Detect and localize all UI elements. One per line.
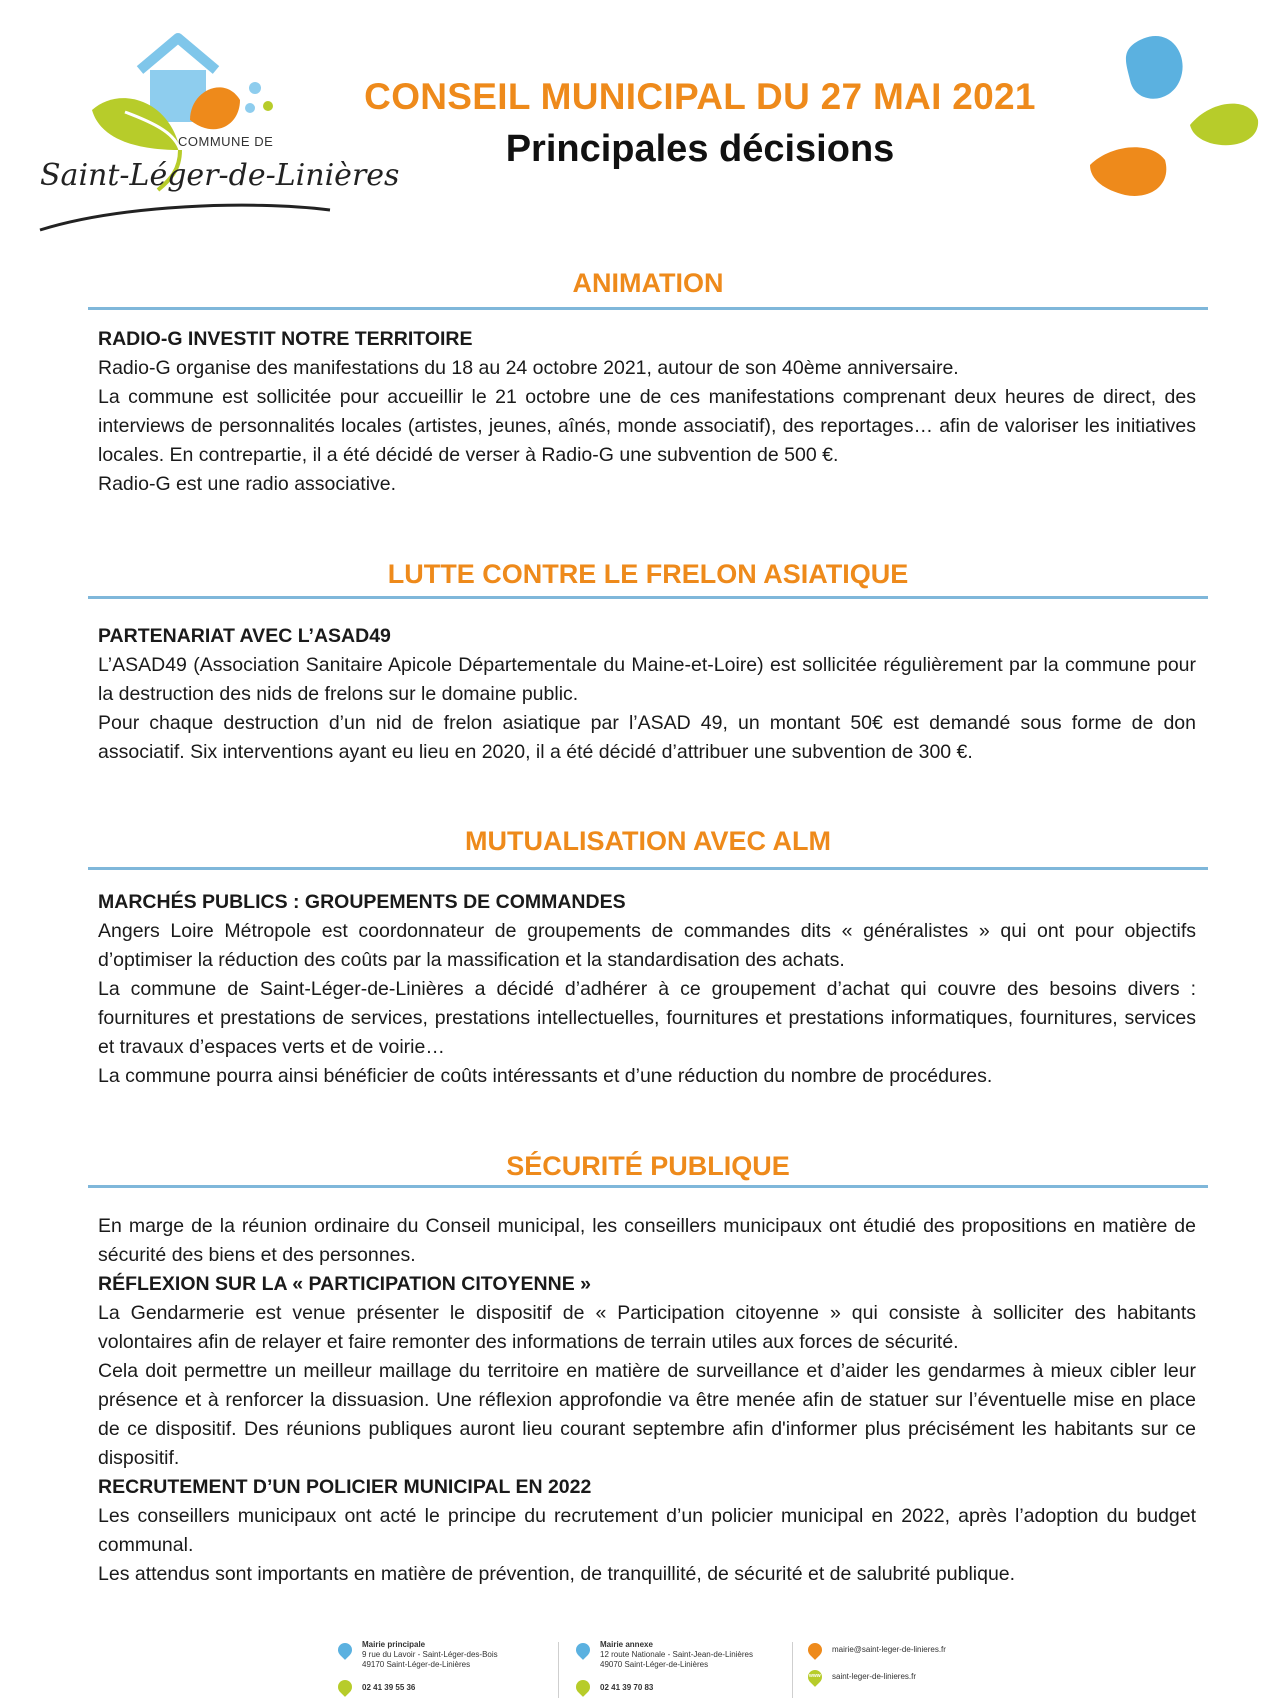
footer bbox=[330, 1640, 970, 1700]
paragraph: Les conseillers municipaux ont acté le principe du recrutement d’un policier municipal en 2022, après l’adoption du budget communal. bbox=[98, 1505, 1196, 1556]
section-title-frelon: LUTTE CONTRE LE FRELON ASIATIQUE bbox=[387, 559, 909, 589]
section-divider bbox=[88, 1185, 1208, 1188]
location-pin-icon bbox=[335, 1640, 355, 1660]
paragraph: La Gendarmerie est venue présenter le dispositif de « Participation citoyenne » qui consiste à solliciter des habitants volontaires afin de relayer et faire remonter des informations de terrain utiles aux forces de sécurité. bbox=[98, 1302, 1196, 1353]
page-title: CONSEIL MUNICIPAL DU 27 MAI 2021 bbox=[364, 76, 1036, 117]
footer-phone[interactable]: 02 41 39 70 83 bbox=[600, 1683, 654, 1692]
decorative-drops bbox=[1080, 25, 1260, 205]
paragraph: La commune pourra ainsi bénéficier de coûts intéressants et d’une réduction du nombre de procédures. bbox=[98, 1065, 993, 1087]
logo-name: Saint-Léger-de-Linières bbox=[40, 158, 400, 193]
paragraph: L’ASAD49 (Association Sanitaire Apicole Départementale du Maine-et-Loire) est sollicitée régulièrement par la commune pour la destruction des nids de frelons sur le domaine public. bbox=[98, 654, 1196, 705]
section-body-animation bbox=[98, 325, 1196, 499]
subheading: PARTENARIAT AVEC L’ASAD49 bbox=[98, 625, 391, 647]
section-body-alm bbox=[98, 888, 1196, 1091]
section-body-frelon bbox=[98, 622, 1196, 767]
paragraph: Angers Loire Métropole est coordonnateur de groupements de commandes dits « généralistes » qui ont pour objectifs d’optimiser la réduction des coûts par la massification et la standardisation des achats. bbox=[98, 920, 1196, 971]
phone-icon bbox=[573, 1677, 593, 1697]
footer-address: 12 route Nationale - Saint-Jean-de-Linières bbox=[600, 1650, 753, 1659]
footer-label: Mairie annexe bbox=[600, 1640, 653, 1649]
footer-phone[interactable]: 02 41 39 55 36 bbox=[362, 1683, 416, 1692]
paragraph: La commune est sollicitée pour accueillir le 21 octobre une de ces manifestations comprenant deux heures de direct, des interviews de personnalités locales (artistes, jeunes, aînés, monde associatif), des reportages… afin de valoriser les initiatives locales. En contrepartie, il a été décidé de verser à Radio-G une subvention de 500 €. bbox=[98, 386, 1196, 466]
paragraph: Cela doit permettre un meilleur maillage du territoire en matière de surveillance et d’aider les gendarmes à mieux cibler leur présence et à renforcer la dissuasion. Une réflexion approfondie va être menée afin de statuer sur l’éventuelle mise en place de ce dispositif. Des réunions publiques auront lieu courant septembre afin d'informer plus précisément les habitants sur ce dispositif. bbox=[98, 1360, 1196, 1469]
footer-separator bbox=[558, 1642, 559, 1698]
subheading: RADIO-G INVESTIT NOTRE TERRITOIRE bbox=[98, 328, 473, 350]
paragraph: Radio-G organise des manifestations du 18 au 24 octobre 2021, autour de son 40ème anniversaire. bbox=[98, 357, 959, 379]
footer-separator bbox=[792, 1642, 793, 1698]
logo-small-text: COMMUNE DE bbox=[178, 134, 274, 149]
paragraph: Radio-G est une radio associative. bbox=[98, 473, 397, 495]
subheading: RECRUTEMENT D’UN POLICIER MUNICIPAL EN 2022 bbox=[98, 1476, 592, 1498]
section-divider bbox=[88, 307, 1208, 310]
section-divider bbox=[88, 596, 1208, 599]
footer-website[interactable]: saint-leger-de-linieres.fr bbox=[832, 1672, 917, 1681]
section-title-animation: ANIMATION bbox=[572, 268, 724, 298]
footer-address: 49170 Saint-Léger-de-Linières bbox=[362, 1660, 471, 1669]
footer-address: 49070 Saint-Léger-de-Linières bbox=[600, 1660, 709, 1669]
paragraph: En marge de la réunion ordinaire du Conseil municipal, les conseillers municipaux ont étudié des propositions en matière de sécurité des biens et des personnes. bbox=[98, 1215, 1196, 1266]
paragraph: La commune de Saint-Léger-de-Linières a décidé d’adhérer à ce groupement d’achat qui couvre des besoins divers : fournitures et prestations de services, prestations intellectuelles, fournitures et prestations informatiques, fournitures, services et travaux d’espaces verts et de voirie… bbox=[98, 978, 1196, 1058]
footer-address: 9 rue du Lavoir - Saint-Léger-des-Bois bbox=[362, 1650, 498, 1659]
section-body-securite bbox=[98, 1212, 1196, 1589]
paragraph: Pour chaque destruction d’un nid de frelon asiatique par l’ASAD 49, un montant 50€ est demandé sous forme de don associatif. Six interventions ayant eu lieu en 2020, il a été décidé d’attribuer une subvention de 300 €. bbox=[98, 712, 1196, 763]
page-subtitle: Principales décisions bbox=[505, 128, 895, 170]
email-icon bbox=[805, 1640, 825, 1660]
location-pin-icon bbox=[573, 1640, 593, 1660]
section-divider bbox=[88, 867, 1208, 870]
footer-email[interactable]: mairie@saint-leger-de-linieres.fr bbox=[832, 1645, 946, 1654]
section-title-securite: SÉCURITÉ PUBLIQUE bbox=[506, 1151, 790, 1181]
section-title-alm: MUTUALISATION AVEC ALM bbox=[465, 826, 831, 856]
footer-label: Mairie principale bbox=[362, 1640, 426, 1649]
subheading: MARCHÉS PUBLICS : GROUPEMENTS DE COMMANDES bbox=[98, 891, 626, 913]
phone-icon bbox=[335, 1677, 355, 1697]
subheading: RÉFLEXION SUR LA « PARTICIPATION CITOYENNE » bbox=[98, 1273, 591, 1295]
www-icon-label: www bbox=[809, 1673, 821, 1679]
paragraph: Les attendus sont importants en matière de prévention, de tranquillité, de sécurité et de salubrité publique. bbox=[98, 1563, 1016, 1585]
